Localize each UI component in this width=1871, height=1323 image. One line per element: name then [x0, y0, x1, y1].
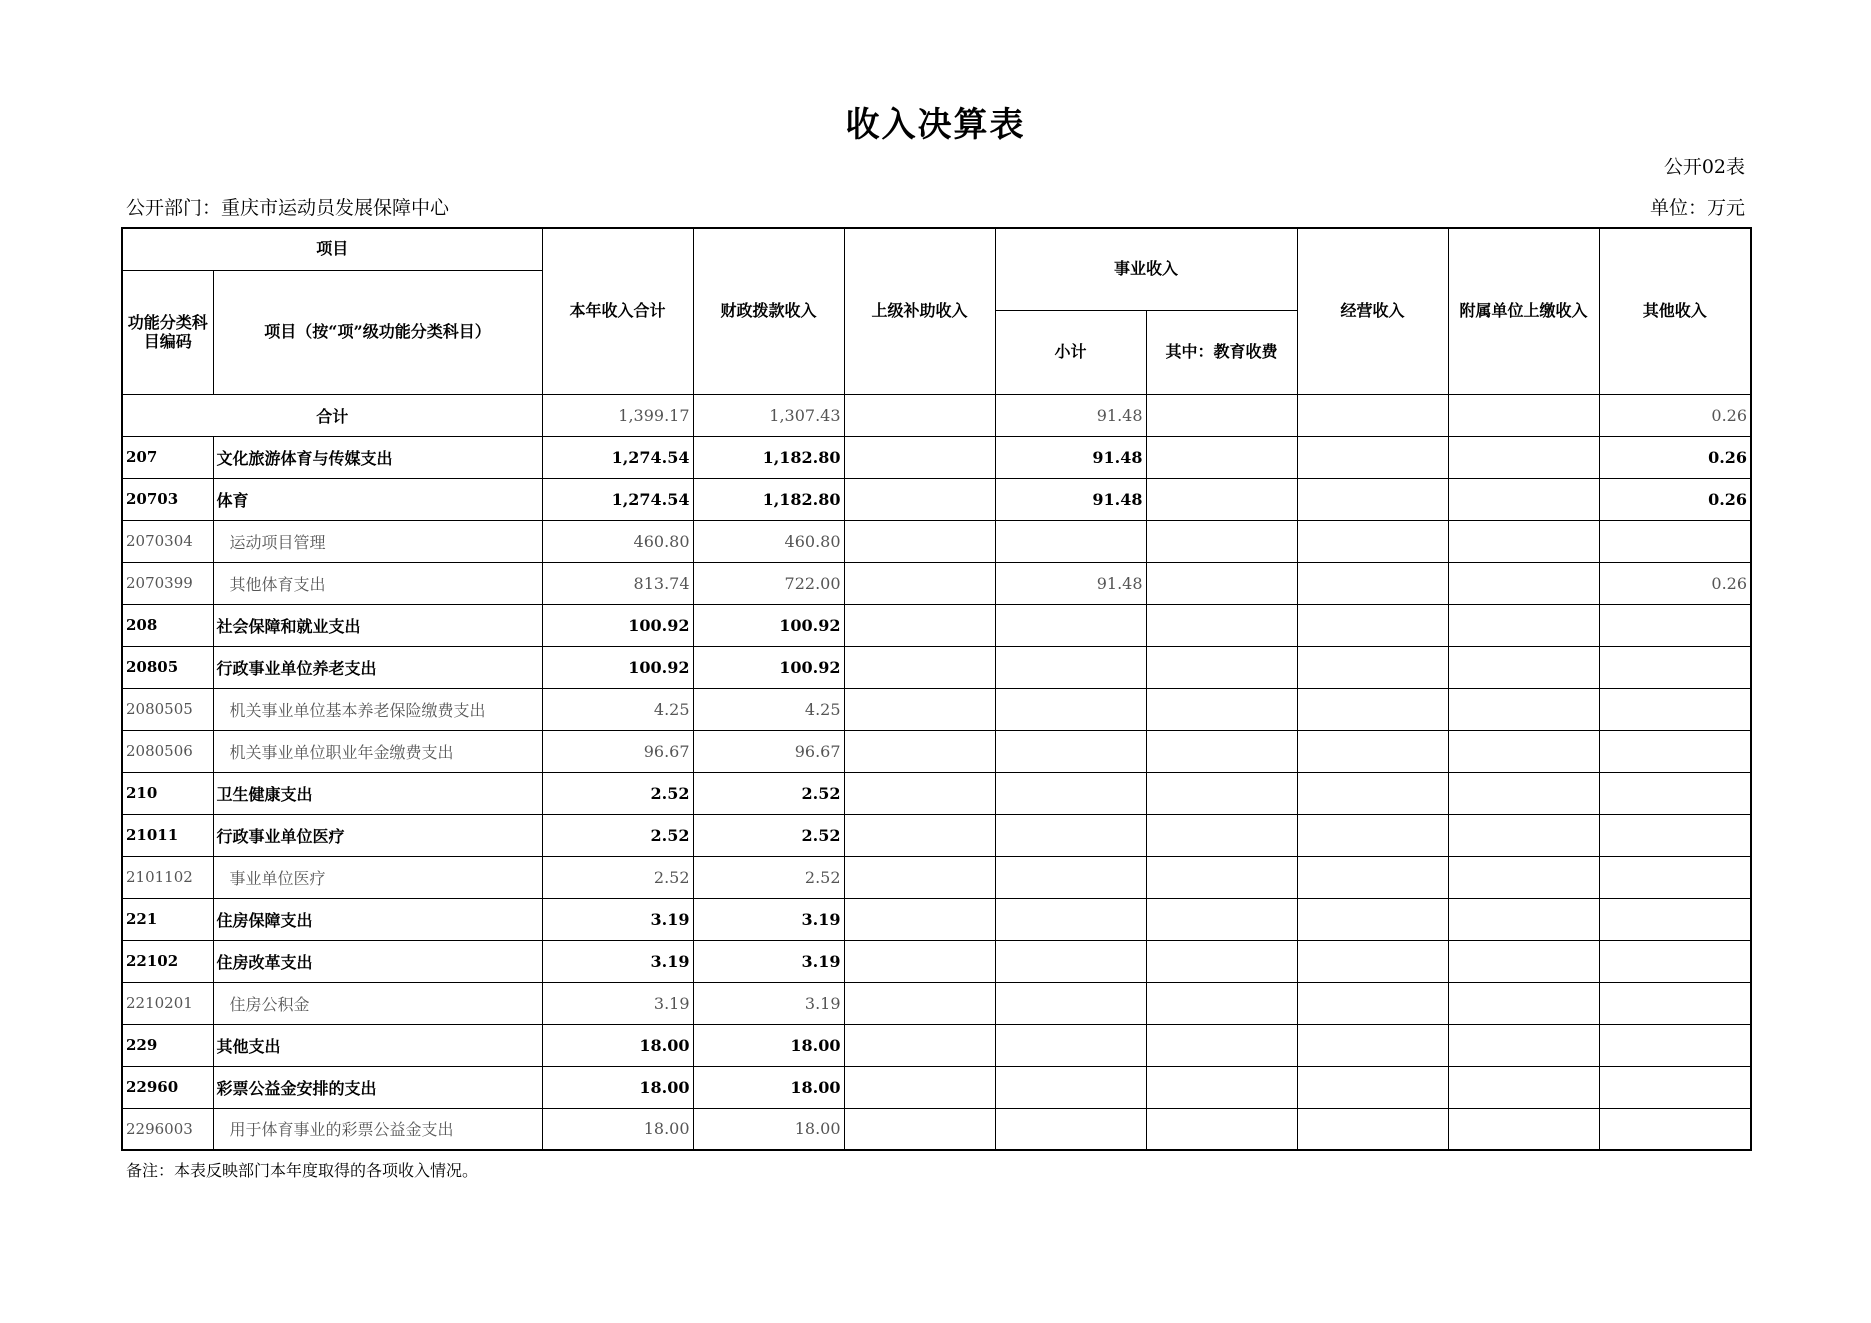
cell-operating — [1297, 604, 1448, 646]
cell-operating — [1297, 520, 1448, 562]
cell-business-edu — [1146, 1108, 1297, 1150]
cell-affiliated — [1448, 1066, 1599, 1108]
cell-business-edu — [1146, 982, 1297, 1024]
cell-superior — [844, 478, 995, 520]
cell-code: 22102 — [122, 940, 213, 982]
cell-name: 住房改革支出 — [213, 940, 542, 982]
footnote: 备注：本表反映部门本年度取得的各项收入情况。 — [126, 1161, 479, 1180]
cell-name: 社会保障和就业支出 — [213, 604, 542, 646]
table-body — [122, 394, 1751, 1150]
table-row — [122, 772, 1751, 814]
cell-business-subtotal — [995, 730, 1146, 772]
cell-business-edu — [1146, 814, 1297, 856]
cell-fiscal: 722.00 — [693, 562, 844, 604]
cell-superior — [844, 940, 995, 982]
header-superior: 上级补助收入 — [844, 228, 995, 394]
cell-business-edu — [1146, 940, 1297, 982]
cell-total: 4.25 — [542, 688, 693, 730]
table-row — [122, 604, 1751, 646]
department-label: 公开部门：重庆市运动员发展保障中心 — [126, 197, 450, 219]
cell-operating — [1297, 436, 1448, 478]
cell-fiscal: 1,182.80 — [693, 478, 844, 520]
cell-business-subtotal: 91.48 — [995, 478, 1146, 520]
cell-superior — [844, 898, 995, 940]
cell-operating — [1297, 1024, 1448, 1066]
header-total-income: 本年收入合计 — [542, 228, 693, 394]
header-fiscal: 财政拨款收入 — [693, 228, 844, 394]
cell-business-edu — [1146, 772, 1297, 814]
cell-superior — [844, 1066, 995, 1108]
total-superior — [844, 394, 995, 436]
cell-fiscal: 96.67 — [693, 730, 844, 772]
total-label: 合计 — [122, 394, 542, 436]
cell-other — [1599, 856, 1751, 898]
cell-name: 其他支出 — [213, 1024, 542, 1066]
cell-name: 机关事业单位基本养老保险缴费支出 — [213, 688, 542, 730]
cell-code: 22960 — [122, 1066, 213, 1108]
total-row — [122, 394, 1751, 436]
cell-superior — [844, 1108, 995, 1150]
cell-operating — [1297, 898, 1448, 940]
cell-code: 2070399 — [122, 562, 213, 604]
table-row — [122, 730, 1751, 772]
cell-superior — [844, 1024, 995, 1066]
cell-business-edu — [1146, 520, 1297, 562]
cell-name: 住房保障支出 — [213, 898, 542, 940]
cell-total: 813.74 — [542, 562, 693, 604]
table-row — [122, 898, 1751, 940]
cell-total: 460.80 — [542, 520, 693, 562]
table-row — [122, 940, 1751, 982]
cell-other — [1599, 520, 1751, 562]
cell-business-subtotal — [995, 688, 1146, 730]
cell-business-edu — [1146, 856, 1297, 898]
cell-other — [1599, 982, 1751, 1024]
cell-affiliated — [1448, 982, 1599, 1024]
cell-name: 卫生健康支出 — [213, 772, 542, 814]
cell-total: 96.67 — [542, 730, 693, 772]
cell-total: 18.00 — [542, 1066, 693, 1108]
cell-operating — [1297, 982, 1448, 1024]
table-row — [122, 1024, 1751, 1066]
cell-business-subtotal — [995, 898, 1146, 940]
cell-other — [1599, 730, 1751, 772]
cell-business-edu — [1146, 646, 1297, 688]
cell-affiliated — [1448, 562, 1599, 604]
table-row — [122, 856, 1751, 898]
cell-superior — [844, 814, 995, 856]
cell-business-edu — [1146, 562, 1297, 604]
cell-superior — [844, 688, 995, 730]
table-row — [122, 436, 1751, 478]
cell-total: 2.52 — [542, 814, 693, 856]
cell-business-edu — [1146, 478, 1297, 520]
cell-business-subtotal — [995, 814, 1146, 856]
cell-business-subtotal — [995, 520, 1146, 562]
cell-operating — [1297, 940, 1448, 982]
cell-code: 221 — [122, 898, 213, 940]
header-item-name: 项目（按“项”级功能分类科目） — [213, 270, 542, 394]
cell-operating — [1297, 1108, 1448, 1150]
total-fiscal: 1,307.43 — [693, 394, 844, 436]
cell-affiliated — [1448, 688, 1599, 730]
cell-business-edu — [1146, 1024, 1297, 1066]
cell-business-subtotal — [995, 1066, 1146, 1108]
cell-superior — [844, 772, 995, 814]
cell-business-subtotal: 91.48 — [995, 562, 1146, 604]
cell-other: 0.26 — [1599, 436, 1751, 478]
cell-code: 210 — [122, 772, 213, 814]
cell-affiliated — [1448, 856, 1599, 898]
cell-other — [1599, 898, 1751, 940]
cell-name: 用于体育事业的彩票公益金支出 — [213, 1108, 542, 1150]
cell-fiscal: 3.19 — [693, 982, 844, 1024]
cell-total: 100.92 — [542, 604, 693, 646]
cell-business-subtotal — [995, 772, 1146, 814]
cell-operating — [1297, 688, 1448, 730]
header-affiliated: 附属单位上缴收入 — [1448, 228, 1599, 394]
cell-superior — [844, 856, 995, 898]
header-other: 其他收入 — [1599, 228, 1751, 394]
cell-other — [1599, 772, 1751, 814]
cell-other — [1599, 1024, 1751, 1066]
cell-affiliated — [1448, 772, 1599, 814]
cell-fiscal: 18.00 — [693, 1066, 844, 1108]
cell-fiscal: 100.92 — [693, 604, 844, 646]
cell-fiscal: 2.52 — [693, 772, 844, 814]
cell-business-edu — [1146, 1066, 1297, 1108]
cell-other — [1599, 814, 1751, 856]
cell-code: 21011 — [122, 814, 213, 856]
cell-code: 2070304 — [122, 520, 213, 562]
cell-superior — [844, 436, 995, 478]
cell-total: 3.19 — [542, 982, 693, 1024]
cell-fiscal: 2.52 — [693, 814, 844, 856]
cell-affiliated — [1448, 898, 1599, 940]
table-row — [122, 814, 1751, 856]
cell-name: 彩票公益金安排的支出 — [213, 1066, 542, 1108]
cell-business-subtotal — [995, 982, 1146, 1024]
cell-affiliated — [1448, 604, 1599, 646]
total-business-subtotal: 91.48 — [995, 394, 1146, 436]
cell-fiscal: 3.19 — [693, 898, 844, 940]
cell-other — [1599, 646, 1751, 688]
cell-fiscal: 4.25 — [693, 688, 844, 730]
cell-business-edu — [1146, 688, 1297, 730]
cell-affiliated — [1448, 520, 1599, 562]
cell-code: 2080505 — [122, 688, 213, 730]
table-row — [122, 982, 1751, 1024]
cell-operating — [1297, 814, 1448, 856]
header-business-subtotal: 小计 — [995, 310, 1146, 394]
cell-operating — [1297, 730, 1448, 772]
cell-fiscal: 460.80 — [693, 520, 844, 562]
cell-code: 2210201 — [122, 982, 213, 1024]
cell-affiliated — [1448, 436, 1599, 478]
cell-name: 文化旅游体育与传媒支出 — [213, 436, 542, 478]
cell-other — [1599, 688, 1751, 730]
cell-affiliated — [1448, 814, 1599, 856]
cell-name: 行政事业单位养老支出 — [213, 646, 542, 688]
table-row — [122, 1066, 1751, 1108]
cell-business-subtotal — [995, 856, 1146, 898]
cell-total: 100.92 — [542, 646, 693, 688]
cell-superior — [844, 982, 995, 1024]
total-affiliated — [1448, 394, 1599, 436]
cell-fiscal: 1,182.80 — [693, 436, 844, 478]
cell-code: 2101102 — [122, 856, 213, 898]
cell-operating — [1297, 478, 1448, 520]
table-row — [122, 562, 1751, 604]
cell-code: 208 — [122, 604, 213, 646]
cell-affiliated — [1448, 1024, 1599, 1066]
form-number: 公开02表 — [1663, 156, 1745, 178]
cell-other — [1599, 940, 1751, 982]
cell-business-edu — [1146, 730, 1297, 772]
total-other: 0.26 — [1599, 394, 1751, 436]
cell-total: 1,274.54 — [542, 436, 693, 478]
cell-business-edu — [1146, 898, 1297, 940]
cell-total: 3.19 — [542, 898, 693, 940]
cell-fiscal: 18.00 — [693, 1024, 844, 1066]
cell-name: 体育 — [213, 478, 542, 520]
table-row — [122, 646, 1751, 688]
header-business-edu: 其中：教育收费 — [1146, 310, 1297, 394]
cell-operating — [1297, 772, 1448, 814]
total-total: 1,399.17 — [542, 394, 693, 436]
cell-total: 2.52 — [542, 856, 693, 898]
cell-name: 住房公积金 — [213, 982, 542, 1024]
cell-code: 2296003 — [122, 1108, 213, 1150]
cell-fiscal: 3.19 — [693, 940, 844, 982]
cell-business-subtotal — [995, 604, 1146, 646]
cell-affiliated — [1448, 478, 1599, 520]
cell-superior — [844, 730, 995, 772]
cell-business-edu — [1146, 604, 1297, 646]
cell-name: 运动项目管理 — [213, 520, 542, 562]
cell-superior — [844, 562, 995, 604]
page-title: 收入决算表 — [845, 105, 1026, 145]
table-row — [122, 1108, 1751, 1150]
cell-superior — [844, 646, 995, 688]
income-table — [121, 227, 1752, 1151]
cell-business-subtotal — [995, 646, 1146, 688]
cell-affiliated — [1448, 1108, 1599, 1150]
cell-business-subtotal — [995, 1024, 1146, 1066]
cell-business-subtotal: 91.48 — [995, 436, 1146, 478]
cell-other — [1599, 604, 1751, 646]
cell-business-subtotal — [995, 940, 1146, 982]
cell-code: 229 — [122, 1024, 213, 1066]
cell-affiliated — [1448, 730, 1599, 772]
cell-name: 事业单位医疗 — [213, 856, 542, 898]
cell-business-edu — [1146, 436, 1297, 478]
cell-code: 20703 — [122, 478, 213, 520]
cell-total: 2.52 — [542, 772, 693, 814]
cell-superior — [844, 604, 995, 646]
unit-label: 单位：万元 — [1649, 197, 1745, 219]
cell-fiscal: 2.52 — [693, 856, 844, 898]
cell-total: 18.00 — [542, 1108, 693, 1150]
cell-operating — [1297, 856, 1448, 898]
cell-code: 2080506 — [122, 730, 213, 772]
total-operating — [1297, 394, 1448, 436]
cell-business-subtotal — [995, 1108, 1146, 1150]
cell-fiscal: 100.92 — [693, 646, 844, 688]
cell-code: 207 — [122, 436, 213, 478]
cell-other: 0.26 — [1599, 478, 1751, 520]
header-business: 事业收入 — [995, 228, 1297, 310]
cell-operating — [1297, 562, 1448, 604]
cell-fiscal: 18.00 — [693, 1108, 844, 1150]
table-row — [122, 520, 1751, 562]
table-row — [122, 478, 1751, 520]
cell-superior — [844, 520, 995, 562]
cell-total: 1,274.54 — [542, 478, 693, 520]
cell-total: 3.19 — [542, 940, 693, 982]
cell-affiliated — [1448, 940, 1599, 982]
cell-name: 行政事业单位医疗 — [213, 814, 542, 856]
cell-name: 其他体育支出 — [213, 562, 542, 604]
cell-other: 0.26 — [1599, 562, 1751, 604]
cell-other — [1599, 1066, 1751, 1108]
table-row — [122, 688, 1751, 730]
table-header — [122, 228, 1751, 394]
header-operating: 经营收入 — [1297, 228, 1448, 394]
total-business-edu — [1146, 394, 1297, 436]
header-func-code: 功能分类科目编码 — [122, 270, 213, 394]
cell-code: 20805 — [122, 646, 213, 688]
cell-operating — [1297, 646, 1448, 688]
cell-operating — [1297, 1066, 1448, 1108]
cell-affiliated — [1448, 646, 1599, 688]
cell-other — [1599, 1108, 1751, 1150]
header-item: 项目 — [122, 228, 542, 270]
cell-name: 机关事业单位职业年金缴费支出 — [213, 730, 542, 772]
cell-total: 18.00 — [542, 1024, 693, 1066]
